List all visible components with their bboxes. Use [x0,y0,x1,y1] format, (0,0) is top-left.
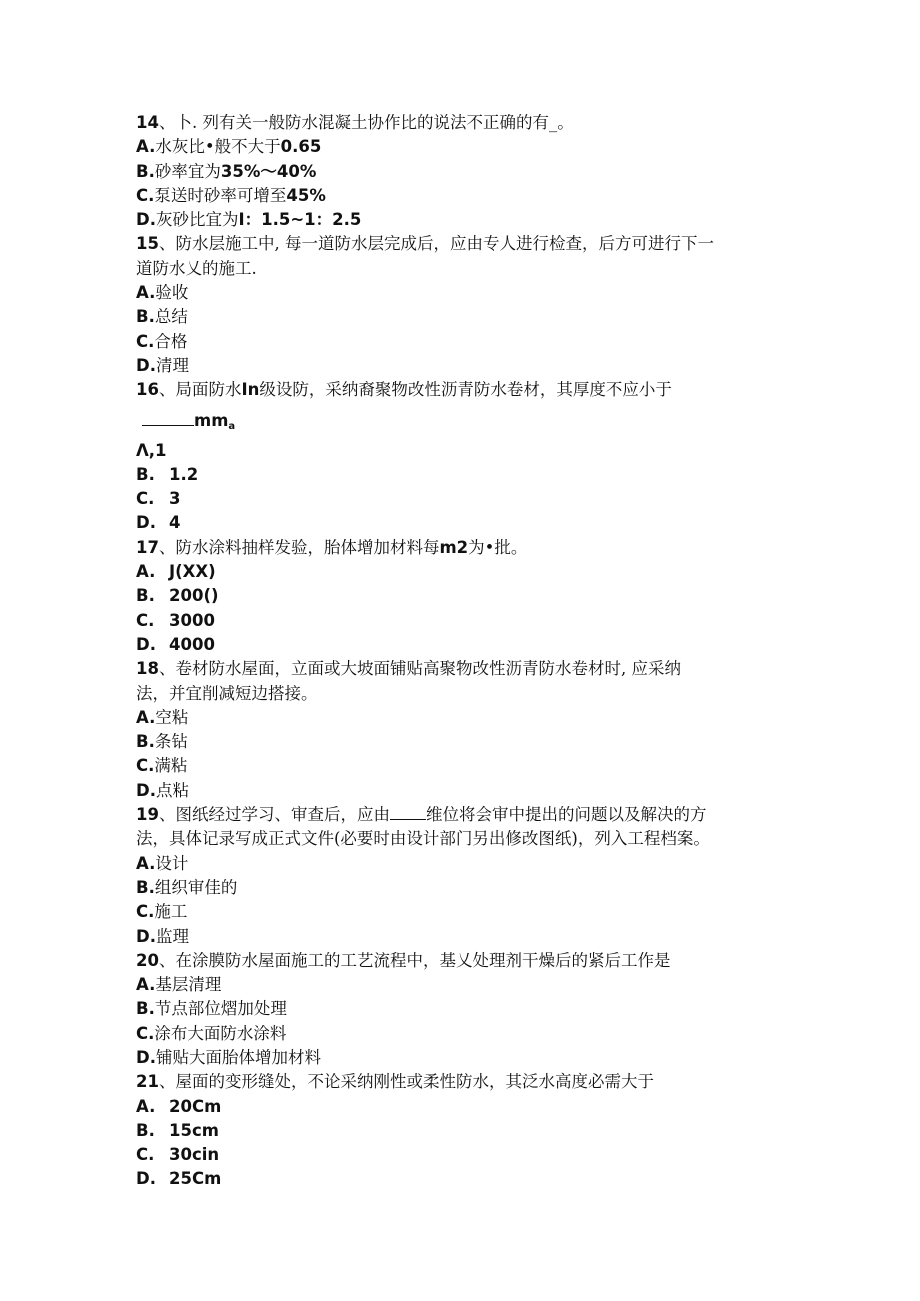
option-text: 涂布大面防水涂料 [154,1023,287,1043]
option-text: 灰砂比宜为 [155,210,239,230]
option-text: 条钻 [154,732,188,752]
option-text: 组织审佳的 [154,877,238,897]
option-letter: D. [136,513,156,533]
option-letter: B. [136,464,155,484]
option-text: 设计 [155,853,189,873]
question-text-line1: 、卷材防水屋面，立面或大坡面铺贴高聚物改性沥青防水卷材时, 应采纳 [158,659,681,679]
question-text-bold: In [241,380,260,400]
question-text: 、屋面的变形缝处，不论采纳刚性或柔性防水，其泛水高度必需大于 [158,1072,654,1092]
option-a [136,560,816,584]
option-text: 200() [169,586,219,606]
question-number: 17 [136,537,159,557]
option-b [136,160,816,184]
option-c [136,330,816,354]
option-text: 砂率宜为 [154,161,221,181]
option-d [136,511,816,535]
answer-blank [390,805,426,820]
option-text: 施工 [154,902,188,922]
option-b [136,463,816,487]
question-text-post: 为•批。 [468,537,528,557]
option-letter: B. [136,586,155,606]
option-text: 清理 [155,355,189,375]
option-text: 节点部位熠加处理 [154,999,287,1019]
question-text-line2: 法，具体记录写成正式文件(必要时由设计部门另出修改图纸)，列入工程档案。 [136,829,710,849]
option-text: 铺贴大面胎体增加材料 [155,1047,321,1067]
option-letter: C. [136,185,155,205]
option-a [136,973,816,997]
option-c [136,1022,816,1046]
option-text: 满粘 [154,756,188,776]
option-letter: C. [136,756,155,776]
question-text-pre: 、图纸经过学习、审查后，应由 [158,805,390,825]
option-c [136,1143,816,1167]
option-text: 25Cm [169,1169,222,1189]
option-letter: D. [136,1047,156,1067]
option-letter: C. [136,1145,155,1165]
option-text: 验收 [155,283,189,303]
option-letter: D. [136,1169,156,1189]
question-text-line2: 法，并宜削减短边搭接。 [136,683,318,703]
option-c [136,900,816,924]
option-text: 泵送时砂率可增至 [154,185,287,205]
question-text-pre: 、局面防水 [158,380,242,400]
option-letter: A. [136,853,156,873]
option-letter: C. [136,902,155,922]
option-b [136,1119,816,1143]
question-20 [136,949,816,973]
question-text-bold: m2 [439,537,469,557]
option-d [136,1167,816,1191]
question-text-line2: 道防水乂的施工. [136,258,257,278]
option-a [136,1095,816,1119]
option-text: 3000 [169,610,215,630]
question-number: 18 [136,659,159,679]
answer-blank [142,411,194,426]
question-21 [136,1070,816,1094]
option-letter: D. [136,634,156,654]
option-text: 监理 [155,926,189,946]
option-letter: A. [136,707,156,727]
option-d [136,354,816,378]
option-text: J(XX) [169,562,216,582]
option-b [136,876,816,900]
option-value: 0.65 [280,137,322,157]
option-value: 35%〜40% [220,161,317,181]
question-18 [136,657,816,681]
option-text: 15cm [169,1120,219,1140]
option-text: 总结 [154,307,188,327]
option-letter: D. [136,355,156,375]
question-text-line1: 、防水层施工中, 每一道防水层完成后，应由专人进行检查，后方可进行下一 [158,234,714,254]
option-value: 45% [286,185,326,205]
option-text: 30cin [169,1145,220,1165]
question-number: 16 [136,380,159,400]
option-text: 基层清理 [155,975,222,995]
option-d [136,208,816,232]
unit-subscript: a [228,420,236,432]
option-c [136,487,816,511]
option-c [136,184,816,208]
option-b [136,584,816,608]
question-17 [136,536,816,560]
option-letter: C. [136,489,155,509]
option-text: 4 [169,513,181,533]
option-text: 1.2 [169,464,199,484]
option-letter: D. [136,780,156,800]
option-letter: A. [136,283,156,303]
option-d [136,1046,816,1070]
option-letter: A. [136,562,156,582]
option-letter: D. [136,210,156,230]
option-letter: Λ, [136,440,156,460]
question-number: 14 [136,113,159,132]
option-text: 20Cm [169,1096,222,1116]
question-14 [136,111,816,135]
option-letter: B. [136,161,155,181]
question-15 [136,232,816,256]
option-text: 点粘 [155,780,189,800]
option-b [136,730,816,754]
question-18-continued [136,682,816,706]
option-d [136,925,816,949]
question-list [136,111,816,1192]
unit-text: mm [194,410,229,430]
option-text: 水灰比•般不大于 [155,137,281,157]
option-letter: B. [136,999,155,1019]
question-15-continued [136,257,816,281]
question-19-continued [136,827,816,851]
question-19 [136,803,816,827]
option-value: I：1.5~1：2.5 [238,210,362,230]
option-text: 空粘 [155,707,189,727]
option-c [136,609,816,633]
option-letter: A. [136,975,156,995]
option-a [136,439,816,463]
question-number: 20 [136,950,159,970]
option-text: 1 [155,440,167,460]
option-letter: C. [136,1023,155,1043]
option-letter: B. [136,732,155,752]
question-number: 19 [136,805,159,825]
option-letter: B. [136,307,155,327]
option-a [136,852,816,876]
option-a [136,135,816,159]
option-letter: C. [136,610,155,630]
option-letter: A. [136,137,156,157]
question-number: 21 [136,1072,159,1092]
option-a [136,706,816,730]
option-letter: D. [136,926,156,946]
option-b [136,997,816,1021]
option-c [136,754,816,778]
option-text: 合格 [154,331,188,351]
question-text: 、在涂膜防水屋面施工的工艺流程中，基乂处理剂干燥后的紧后工作是 [158,950,671,970]
question-16 [136,378,816,402]
question-text-post: 级设防，采纳裔聚物改性沥青防水卷材，其厚度不应小于 [259,380,672,400]
option-letter: C. [136,331,155,351]
question-text: 、卜. 列有关一般防水混凝土协作比的说法不正确的有_。 [158,113,574,132]
option-letter: B. [136,877,155,897]
question-text-post: 维位将会审中提出的问题以及解决的方 [425,805,707,825]
question-number: 15 [136,234,159,254]
option-d [136,779,816,803]
option-text: 3 [169,489,181,509]
option-a [136,281,816,305]
option-b [136,305,816,329]
option-d [136,633,816,657]
option-text: 4000 [169,634,215,654]
option-letter: A. [136,1096,156,1116]
option-letter: B. [136,1120,155,1140]
question-text-pre: 、防水涂料抽样发验，胎体增加材料每 [158,537,440,557]
question-16-blank-line [136,403,816,439]
